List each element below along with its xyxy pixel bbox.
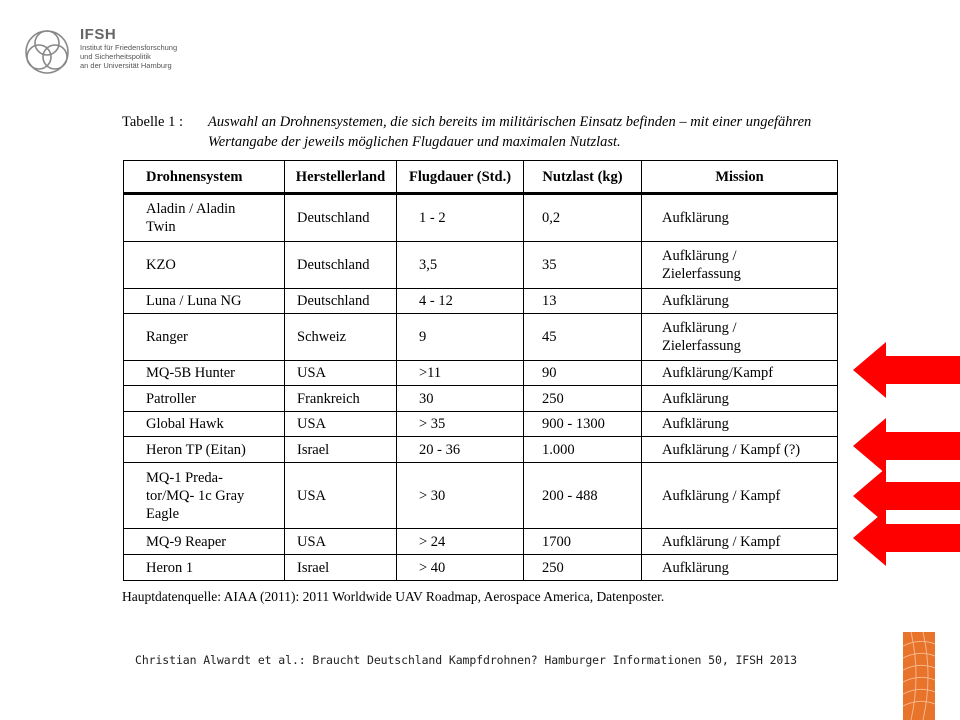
red-arrow-left-icon [853,418,960,474]
cell-system: MQ-1 Preda-tor/MQ- 1c Gray Eagle [124,463,285,529]
caption-label: Tabelle 1 : [122,114,183,130]
table-row [124,437,838,463]
cell-country: USA [285,463,397,529]
cell-payload: 13 [524,289,642,314]
cell-mission: Aufklärung / Kampf (?) [642,437,838,463]
cell-payload: 90 [524,361,642,386]
cell-duration: 20 - 36 [397,437,524,463]
ifsh-logo [22,26,202,76]
table-row [124,242,838,289]
cell-duration: > 24 [397,529,524,555]
header-herstellerland: Herstellerland [285,161,397,194]
cell-system: MQ-5B Hunter [124,361,285,386]
cell-country: Schweiz [285,314,397,361]
cell-mission: Aufklärung [642,386,838,412]
table-row [124,361,838,386]
logo-text [80,26,177,70]
cell-mission: Aufklärung/Kampf [642,361,838,386]
caption-text: Auswahl an Drohnensystemen, die sich bereits im militärischen Einsatz befinden – mit einer ungefähren Wertangabe der jeweils möglichen Flugdauer und maximalen Nutzlast. [208,114,812,150]
cell-system: Aladin / Aladin Twin [124,194,285,242]
cell-country: Deutschland [285,289,397,314]
cell-payload: 900 - 1300 [524,412,642,437]
cell-system: KZO [124,242,285,289]
header-flugdauer: Flugdauer (Std.) [397,161,524,194]
cell-duration: > 35 [397,412,524,437]
data-source-note: Hauptdatenquelle: AIAA (2011): 2011 Worldwide UAV Roadmap, Aerospace America, Datenposter. [122,589,665,604]
decorative-globe-stripe-icon [903,632,935,720]
table-row [124,463,838,529]
logo-name: IFSH [80,26,117,43]
table-row [124,386,838,412]
cell-duration: 4 - 12 [397,289,524,314]
table-row [124,289,838,314]
table-row [124,412,838,437]
logo-subtitle-line: Institut für Friedensforschung [80,43,178,52]
cell-payload: 35 [524,242,642,289]
cell-duration: 9 [397,314,524,361]
drone-systems-table [123,160,838,581]
cell-mission: Aufklärung [642,289,838,314]
table-header-row [124,161,838,194]
table-row [124,194,838,242]
cell-mission: Aufklärung [642,555,838,581]
cell-payload: 200 - 488 [524,463,642,529]
cell-mission: Aufklärung / Kampf [642,529,838,555]
cell-mission: Aufklärung / Kampf [642,463,838,529]
cell-country: Deutschland [285,242,397,289]
cell-system: Heron 1 [124,555,285,581]
cell-duration: 1 - 2 [397,194,524,242]
cell-payload: 45 [524,314,642,361]
table-caption [122,112,842,152]
header-mission: Mission [642,161,838,194]
cell-duration: 30 [397,386,524,412]
cell-system: Luna / Luna NG [124,289,285,314]
cell-mission: Aufklärung / Zielerfassung [642,314,838,361]
table-row [124,529,838,555]
cell-system: Heron TP (Eitan) [124,437,285,463]
cell-country: USA [285,412,397,437]
cell-duration: >11 [397,361,524,386]
ifsh-emblem-icon [22,26,72,76]
cell-system: Ranger [124,314,285,361]
cell-system: MQ-9 Reaper [124,529,285,555]
cell-country: USA [285,361,397,386]
cell-country: Israel [285,437,397,463]
cell-mission: Aufklärung [642,194,838,242]
header-nutzlast: Nutzlast (kg) [524,161,642,194]
cell-mission: Aufklärung / Zielerfassung [642,242,838,289]
cell-payload: 1700 [524,529,642,555]
cell-country: Deutschland [285,194,397,242]
cell-duration: > 40 [397,555,524,581]
cell-system: Patroller [124,386,285,412]
cell-country: Israel [285,555,397,581]
cell-duration: 3,5 [397,242,524,289]
red-arrow-left-icon [853,510,960,566]
cell-payload: 1.000 [524,437,642,463]
table-row [124,314,838,361]
cell-country: USA [285,529,397,555]
table-row [124,555,838,581]
logo-subtitle-line: und Sicherheitspolitik [80,52,151,61]
cell-payload: 250 [524,555,642,581]
cell-duration: > 30 [397,463,524,529]
citation-footer: Christian Alwardt et al.: Braucht Deutschland Kampfdrohnen? Hamburger Informationen 50, IFSH 2013 [135,653,797,667]
cell-payload: 0,2 [524,194,642,242]
red-arrow-left-icon [853,342,960,398]
cell-system: Global Hawk [124,412,285,437]
logo-subtitle-line: an der Universität Hamburg [80,61,172,70]
cell-mission: Aufklärung [642,412,838,437]
cell-payload: 250 [524,386,642,412]
cell-country: Frankreich [285,386,397,412]
header-drohnensystem: Drohnensystem [124,161,285,194]
